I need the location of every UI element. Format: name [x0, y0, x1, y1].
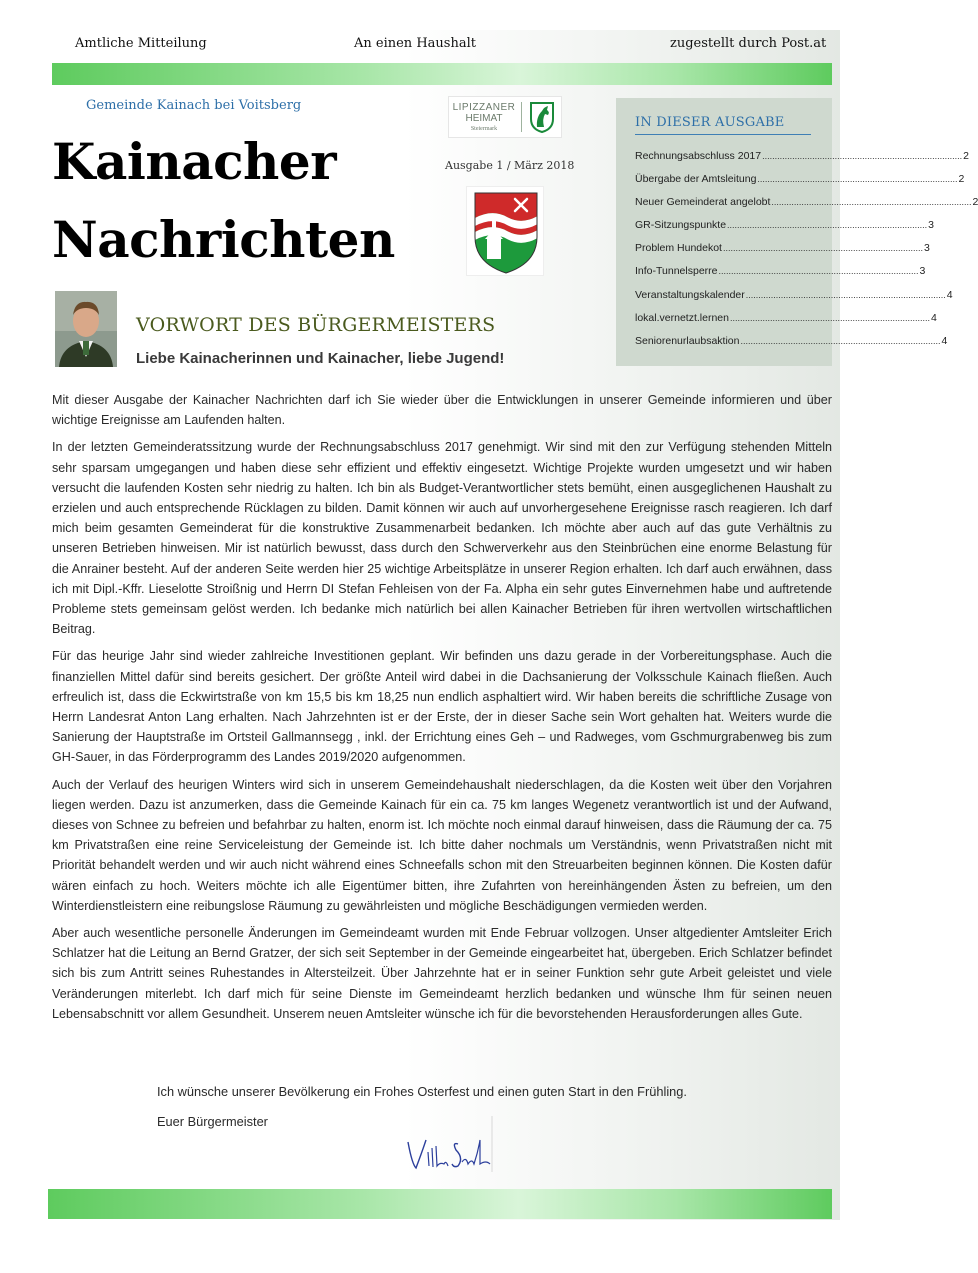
mayor-photo [55, 291, 117, 367]
toc-leader-dots: ................................................................................ [727, 220, 928, 231]
newsletter-title-line1: Kainacher [52, 132, 337, 191]
toc-item-label: lokal.vernetzt.lernen [635, 311, 729, 324]
lipizzaner-heimat-logo [448, 96, 562, 138]
foreword-title: VORWORT DES BÜRGERMEISTERS [136, 314, 496, 336]
toc-item-page: 3 [928, 219, 934, 232]
paragraph: In der letzten Gemeinderatssitzung wurde der Rechnungsabschluss 2017 genehmigt. Wir sind mit den zur Verfügung stehenden Mitteln sehr sparsam umgegangen und haben diese sehr effizient und effektiv eingesetzt. Wichtige Projekte wurden umgesetzt und wir haben versucht die laufenden Kosten sehr niedrig zu halten. Ich bin als Budget-Verantwortlicher stets bemüht, einen ausgeglichenen Haushalt zu erzielen und auch entsprechende Rücklagen zu bilden. Damit können wir auch auf unvorhergesehene Ereignisse rasch reagieren. Ich darf mich beim gesamten Gemeinderat für die konstruktive Zusammenarbeit bedanken. Ich möchte aber auch auf das gute Verhältnis zu unseren Betrieben hinweisen. Mir ist natürlich bewusst, dass durch den Schwerverkehr aus den Steinbrüchen eine enorme Belastung für die Anrainer besteht. Auf der anderen Seite werden hier 25 wichtige Arbeitsplätze in unserer Region erhalten. Ich darf auch erwähnen, dass ich mit Dipl.-Kffr. Lieselotte Stroißnig und Herrn DI Stefan Fehleisen von der Fa. Alpha ein sehr gutes Einvernehmen habe und auftretende Probleme stets gemeinsam gelöst werden. Ich bedanke mich natürlich bei allen Kainacher Betrieben für ihren wertvollen wirtschaftlichen Beitrag. [52, 440, 832, 637]
logo-text-line1: LIPIZZANER [452, 101, 516, 113]
toc-item-label: Problem Hundekot [635, 242, 722, 255]
toc-leader-dots: ................................................................................ [718, 266, 919, 277]
mayor-signature [402, 1112, 502, 1176]
toc-item [635, 288, 953, 312]
toc-item [635, 173, 965, 196]
issue-number: Ausgabe 1 / März 2018 [445, 159, 575, 172]
toc-item-page: 2 [972, 196, 978, 209]
toc-item-page: 3 [919, 265, 926, 278]
toc-item [635, 334, 948, 358]
toc-item [635, 219, 934, 242]
municipality-name: Gemeinde Kainach bei Voitsberg [86, 98, 302, 113]
coat-of-arms-icon [466, 186, 544, 276]
toc-item-label: Rechnungsabschluss 2017 [635, 150, 762, 162]
header-official-notice: Amtliche Mitteilung [75, 36, 207, 51]
toc-item-page: 2 [958, 173, 965, 186]
toc-item-label: Veranstaltungskalender [635, 288, 745, 301]
toc-item-page: 4 [941, 334, 948, 347]
paragraph: Für das heurige Jahr sind wieder zahlreiche Investitionen geplant. Wir befinden uns dazu gerade in der Vorbereitungsphase. Auch die finanziellen Mittel dafür sind bereits gesichert. Der größte Anteil wird dabei in die Dachsanierung der Volksschule Kainach fließen. Auch erfreulich ist, dass die Eckwirtstraße von km 15,5 bis km 18,25 nun endlich asphaltiert wird. Wir haben bereits die schriftliche Zusage von Herrn Landesrat Anton Lang erhalten. Nach Jahrzehnten ist er der Erste, der in dieser Sache sein Wort gehalten hat. Weiters wurde die Sanierung der Hauptstraße im Ortsteil Gallmannsegg , inkl. der Errichtung eines Geh – und Radweges, vom Gschmurgrabenweg bis zum GH-Sauer, in das Förderprogramm des Landes 2019/2020 aufgenommen. [52, 649, 832, 765]
toc-item [635, 196, 978, 219]
logo-text-line3: Steiermark [470, 125, 498, 132]
toc-item-label: Seniorenurlaubsaktion [635, 334, 740, 347]
toc-item [635, 265, 926, 288]
toc-item-page: 4 [931, 311, 937, 324]
bottom-green-bar [48, 1189, 832, 1219]
table-of-contents [616, 98, 978, 366]
toc-item [635, 242, 930, 265]
toc-leader-dots: ................................................................................ [740, 335, 941, 346]
foreword-greeting: Liebe Kainacherinnen und Kainacher, liebe Jugend! [136, 350, 505, 367]
toc-leader-dots: ................................................................................ [762, 151, 963, 161]
header-delivery: zugestellt durch Post.at [670, 36, 827, 51]
toc-leader-dots: ................................................................................ [745, 289, 946, 300]
toc-divider [635, 134, 811, 135]
foreword-body [52, 390, 832, 1031]
top-green-bar [52, 63, 832, 85]
toc-leader-dots: ................................................................................ [722, 243, 924, 254]
toc-item-label: GR-Sitzungspunkte [635, 219, 727, 232]
logo-text-line2: HEIMAT [465, 112, 503, 124]
closing-wishes: Ich wünsche unserer Bevölkerung ein Frohes Osterfest und einen guten Start in den Frühling. [157, 1084, 687, 1099]
paragraph: Aber auch wesentliche personelle Änderungen im Gemeindeamt wurden mit Ende Februar vollzogen. Unser altgedienter Amtsleiter Erich Schlatzer hat die Leitung an Bernd Gratzer, der sich seit September in der Gemeinde eingearbeitet hat, übergeben. Erich Schlatzer befindet sich bis zum Antritt seines Ruhestandes in Altersteilzeit. Über Jahrzehnte hat er in seiner Funktion sehr gute Arbeit geleistet und viele Veränderungen miterlebt. Ich darf mich für seine Dienste im Gemeindeamt herzlich bedanken und wünsche Ihm für seinen neuen Lebensabschnitt vor allem Gesundheit. Unserem neuen Amtsleiter wünsche ich für die bevorstehenden Herausforderungen alles Gute. [52, 926, 832, 1021]
toc-leader-dots: ................................................................................ [729, 312, 931, 323]
paragraph: Mit dieser Ausgabe der Kainacher Nachrichten darf ich Sie wieder über die Entwicklungen in unserer Gemeinde informieren und über wichtige Ereignisse am Laufenden halten. [52, 393, 832, 428]
logo-divider [521, 102, 522, 132]
paragraph: Auch der Verlauf des heurigen Winters wird sich in unserem Gemeindehaushalt niederschlagen, da die Kosten weit über den Vorjahren liegen werden. Dazu ist anzumerken, dass die Gemeinde Kainach für ein ca. 75 km langes Wegenetz verantwortlich ist und der Aufwand, dieses von Schnee zu befreien und befahrbar zu halten, enorm ist. Ich möchte noch einmal darauf hinweisen, dass die Räumung der ca. 75 km Privatstraßen eine reine Serviceleistung der Gemeinde ist. Ich bitte daher nochmals um Verständnis, wenn Privatstraßen nicht mit Priorität behandelt werden und wir auch nicht während eines Schneefalls schon mit den Streuarbeiten beginnen können. Die Kosten dafür wären einfach zu hoch. Weiters möchte ich alle Eigentümer bitten, ihre Zufahrten von hereinhängenden Ästen zu befreien, um den Winterdienstleistern eine reibungslose Räumung zu gewährleisten und mögliche Beschädigungen vermieden werden. [52, 777, 832, 913]
toc-item-page: 2 [963, 150, 969, 162]
toc-leader-dots: ................................................................................ [757, 174, 958, 185]
toc-item-label: Neuer Gemeinderat angelobt [635, 196, 771, 209]
signoff: Euer Bürgermeister [157, 1114, 268, 1129]
toc-item [635, 311, 937, 335]
header-household: An einen Haushalt [354, 36, 476, 51]
toc-item-page: 3 [924, 242, 930, 255]
newsletter-title-line2: Nachrichten [52, 210, 395, 269]
toc-item-label: Info-Tunnelsperre [635, 265, 718, 278]
toc-title: IN DIESER AUSGABE [635, 115, 785, 130]
toc-item-label: Übergabe der Amtsleitung [635, 173, 757, 186]
toc-leader-dots: ................................................................................ [771, 197, 972, 208]
toc-list [635, 150, 978, 358]
toc-item-page: 4 [946, 288, 953, 301]
horse-head-icon [528, 101, 556, 133]
toc-item [635, 150, 969, 173]
